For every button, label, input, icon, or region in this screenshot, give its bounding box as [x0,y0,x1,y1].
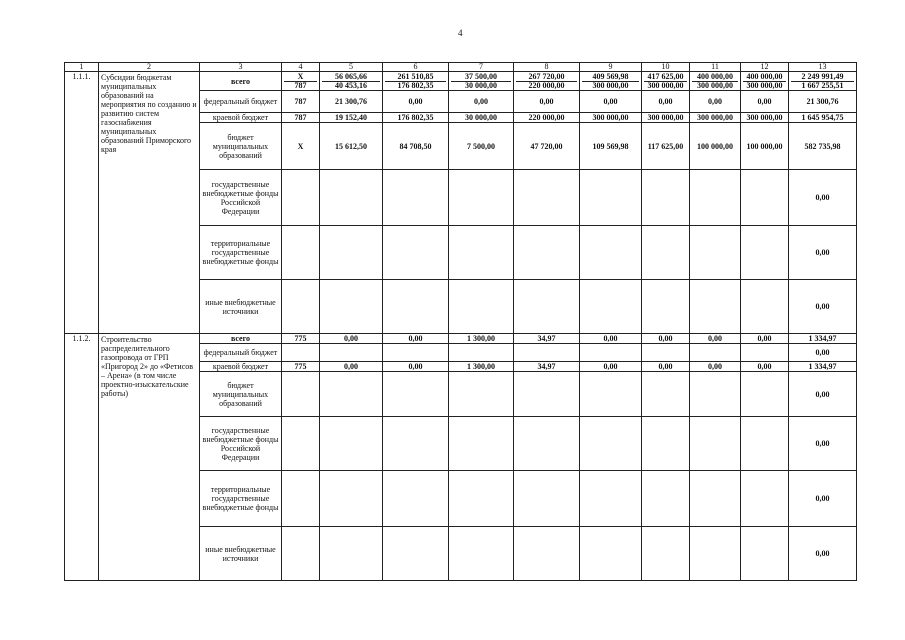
value-cell: 300 000,00 [580,113,642,123]
value-cell: 582 735,98 [789,123,857,170]
value: 30 000,00 [465,80,497,90]
value-cell [690,226,741,280]
value-cell: 1 334,97 [789,334,857,344]
value-cell: 0,00 [580,362,642,372]
value-cell: 1 300,00 [449,362,514,372]
value-cell [449,527,514,581]
value-cell [320,226,383,280]
budget-code: 787 [294,80,307,90]
value-cell: 0,00 [690,91,741,113]
value: 300 000,00 [697,80,733,90]
row-code: 1.1.2. [65,334,99,581]
value-cell: 0,00 [383,91,449,113]
value-cell: 300 000,00 [741,113,789,123]
value: 37 500,00 [451,73,511,82]
source-label: краевой бюджет [200,113,282,123]
financing-table [64,62,857,581]
value-cell [690,170,741,226]
source-label: иные внебюджетные источники [200,527,282,581]
budget-code-cell [282,372,320,417]
value: 1 667 255,51 [801,80,844,90]
value-cell: 1 645 954,75 [789,113,857,123]
column-header: 8 [514,63,580,72]
value-cell: 220 000,00 [514,113,580,123]
value-cell: 0,00 [383,334,449,344]
value-cell [741,372,789,417]
value-cell: 100 000,00 [741,123,789,170]
value: 220 000,00 [528,80,565,90]
value-cell: 176 802,35 [383,113,449,123]
page-number: 4 [458,28,463,38]
value-cell: 300 000,00 [642,113,690,123]
table-row [65,72,857,91]
value: 417 625,00 [644,73,687,82]
value-cell [383,372,449,417]
value-cell [580,527,642,581]
value-cell [320,471,383,527]
value-cell: 0,00 [741,334,789,344]
value-cell [642,344,690,362]
column-header: 1 [65,63,99,72]
value-cell [449,72,514,91]
value-cell: 0,00 [789,471,857,527]
value: 2 249 991,49 [791,73,854,82]
column-header: 6 [383,63,449,72]
value-cell [690,344,741,362]
value-cell [642,280,690,334]
value-cell [580,280,642,334]
value-cell [580,417,642,471]
row-name: Строительство распределительного газопровода от ГРП «Пригород 2» до «Фетисов – Арена» (в том числе проектно-изыскательские работы) [99,334,200,581]
column-header: 11 [690,63,741,72]
value-cell [580,344,642,362]
column-header: 10 [642,63,690,72]
budget-code-cell [282,471,320,527]
budget-code-cell [282,226,320,280]
value-cell [642,417,690,471]
value-cell: 0,00 [741,91,789,113]
value-cell: 0,00 [642,334,690,344]
value: 400 000,00 [743,73,786,82]
value-cell [741,471,789,527]
budget-code: X [284,73,317,82]
value: 300 000,00 [592,80,629,90]
value-cell [789,72,857,91]
value-cell: 1 300,00 [449,334,514,344]
value-cell: 15 612,50 [320,123,383,170]
value-cell [514,344,580,362]
value: 400 000,00 [692,73,738,82]
column-header: 13 [789,63,857,72]
value-cell [690,527,741,581]
value-cell: 0,00 [580,334,642,344]
value-cell [741,170,789,226]
column-header: 7 [449,63,514,72]
source-label: федеральный бюджет [200,344,282,362]
value-cell [514,527,580,581]
value-cell [449,280,514,334]
value-cell: 0,00 [789,344,857,362]
value-cell [741,417,789,471]
value-cell [514,417,580,471]
source-label: бюджет муниципальных образований [200,123,282,170]
value-cell [449,471,514,527]
value-cell [514,471,580,527]
source-label: территориальные государственные внебюджетные фонды [200,471,282,527]
value-cell: 0,00 [789,280,857,334]
value-cell: 0,00 [789,170,857,226]
value-cell [514,72,580,91]
column-header: 3 [200,63,282,72]
column-header: 9 [580,63,642,72]
value-cell: 0,00 [320,334,383,344]
value-cell [741,72,789,91]
value-cell [580,372,642,417]
value-cell: 0,00 [789,417,857,471]
budget-code-cell [282,280,320,334]
value-cell [320,417,383,471]
header-row [65,63,857,72]
value: 267 720,00 [516,73,577,82]
value-cell [741,226,789,280]
budget-code-cell [282,527,320,581]
value-cell: 1 334,97 [789,362,857,372]
value-cell: 30 000,00 [449,113,514,123]
source-label: территориальные государственные внебюджетные фонды [200,226,282,280]
source-label: государственные внебюджетные фонды Российской Федерации [200,170,282,226]
value-cell: 0,00 [690,362,741,372]
value-cell: 0,00 [789,226,857,280]
value-cell: 109 569,98 [580,123,642,170]
value-cell [383,170,449,226]
value-cell [320,280,383,334]
value-cell [642,72,690,91]
value-cell: 300 000,00 [690,113,741,123]
value-cell: 0,00 [320,362,383,372]
value-cell [514,226,580,280]
value-cell: 0,00 [789,527,857,581]
value-cell [320,527,383,581]
column-header: 2 [99,63,200,72]
column-header: 4 [282,63,320,72]
value: 300 000,00 [746,80,783,90]
budget-code-cell [282,72,320,91]
value-cell [690,372,741,417]
value-cell [449,344,514,362]
budget-code-cell: X [282,123,320,170]
value-cell [383,72,449,91]
value-cell [690,471,741,527]
source-label: иные внебюджетные источники [200,280,282,334]
table-row [65,334,857,344]
value-cell [741,280,789,334]
value: 40 453,16 [335,80,367,90]
value-cell [320,372,383,417]
value-cell [580,170,642,226]
budget-code-cell [282,344,320,362]
value-cell [383,280,449,334]
value-cell [690,417,741,471]
budget-code-cell: 775 [282,362,320,372]
value-cell: 21 300,76 [320,91,383,113]
value-cell: 34,97 [514,362,580,372]
value-cell [320,344,383,362]
budget-code-cell: 775 [282,334,320,344]
value-cell: 0,00 [449,91,514,113]
value-cell: 21 300,76 [789,91,857,113]
source-label: федеральный бюджет [200,91,282,113]
value: 261 510,85 [385,73,446,82]
source-label: бюджет муниципальных образований [200,372,282,417]
value-cell: 100 000,00 [690,123,741,170]
value: 56 065,66 [322,73,380,82]
value-cell: 19 152,40 [320,113,383,123]
value-cell [449,372,514,417]
value-cell [449,417,514,471]
value-cell: 0,00 [642,91,690,113]
value-cell [580,471,642,527]
value-cell: 0,00 [514,91,580,113]
table-body [65,63,857,581]
value-cell [642,226,690,280]
budget-code-cell: 787 [282,91,320,113]
row-code: 1.1.1. [65,72,99,334]
source-label: всего [200,334,282,344]
value: 176 802,35 [397,80,434,90]
value-cell [642,170,690,226]
value: 409 569,98 [582,73,639,82]
source-label: всего [200,72,282,91]
value-cell [383,226,449,280]
source-label: государственные внебюджетные фонды Российской Федерации [200,417,282,471]
value-cell [642,527,690,581]
value-cell [580,226,642,280]
value-cell [320,72,383,91]
value-cell [514,170,580,226]
value: 300 000,00 [647,80,684,90]
value-cell: 0,00 [383,362,449,372]
budget-code-cell: 787 [282,113,320,123]
budget-code-cell [282,170,320,226]
value-cell [383,527,449,581]
value-cell [449,170,514,226]
value-cell: 0,00 [789,372,857,417]
value-cell [383,417,449,471]
value-cell [690,280,741,334]
source-label: краевой бюджет [200,362,282,372]
value-cell: 34,97 [514,334,580,344]
value-cell [320,170,383,226]
column-header: 5 [320,63,383,72]
value-cell [580,72,642,91]
value-cell [514,280,580,334]
value-cell [383,471,449,527]
value-cell [642,372,690,417]
value-cell: 0,00 [690,334,741,344]
value-cell [514,372,580,417]
value-cell [642,471,690,527]
row-name: Субсидии бюджетам муниципальных образований на мероприятия по созданию и развитию систем газоснабжения муниципальных образований Приморского края [99,72,200,334]
value-cell [449,226,514,280]
value-cell: 117 625,00 [642,123,690,170]
value-cell: 0,00 [580,91,642,113]
value-cell: 7 500,00 [449,123,514,170]
value-cell: 84 708,50 [383,123,449,170]
value-cell: 0,00 [741,362,789,372]
value-cell [741,527,789,581]
column-header: 12 [741,63,789,72]
value-cell [383,344,449,362]
budget-code-cell [282,417,320,471]
value-cell: 47 720,00 [514,123,580,170]
value-cell: 0,00 [642,362,690,372]
value-cell [741,344,789,362]
value-cell [690,72,741,91]
